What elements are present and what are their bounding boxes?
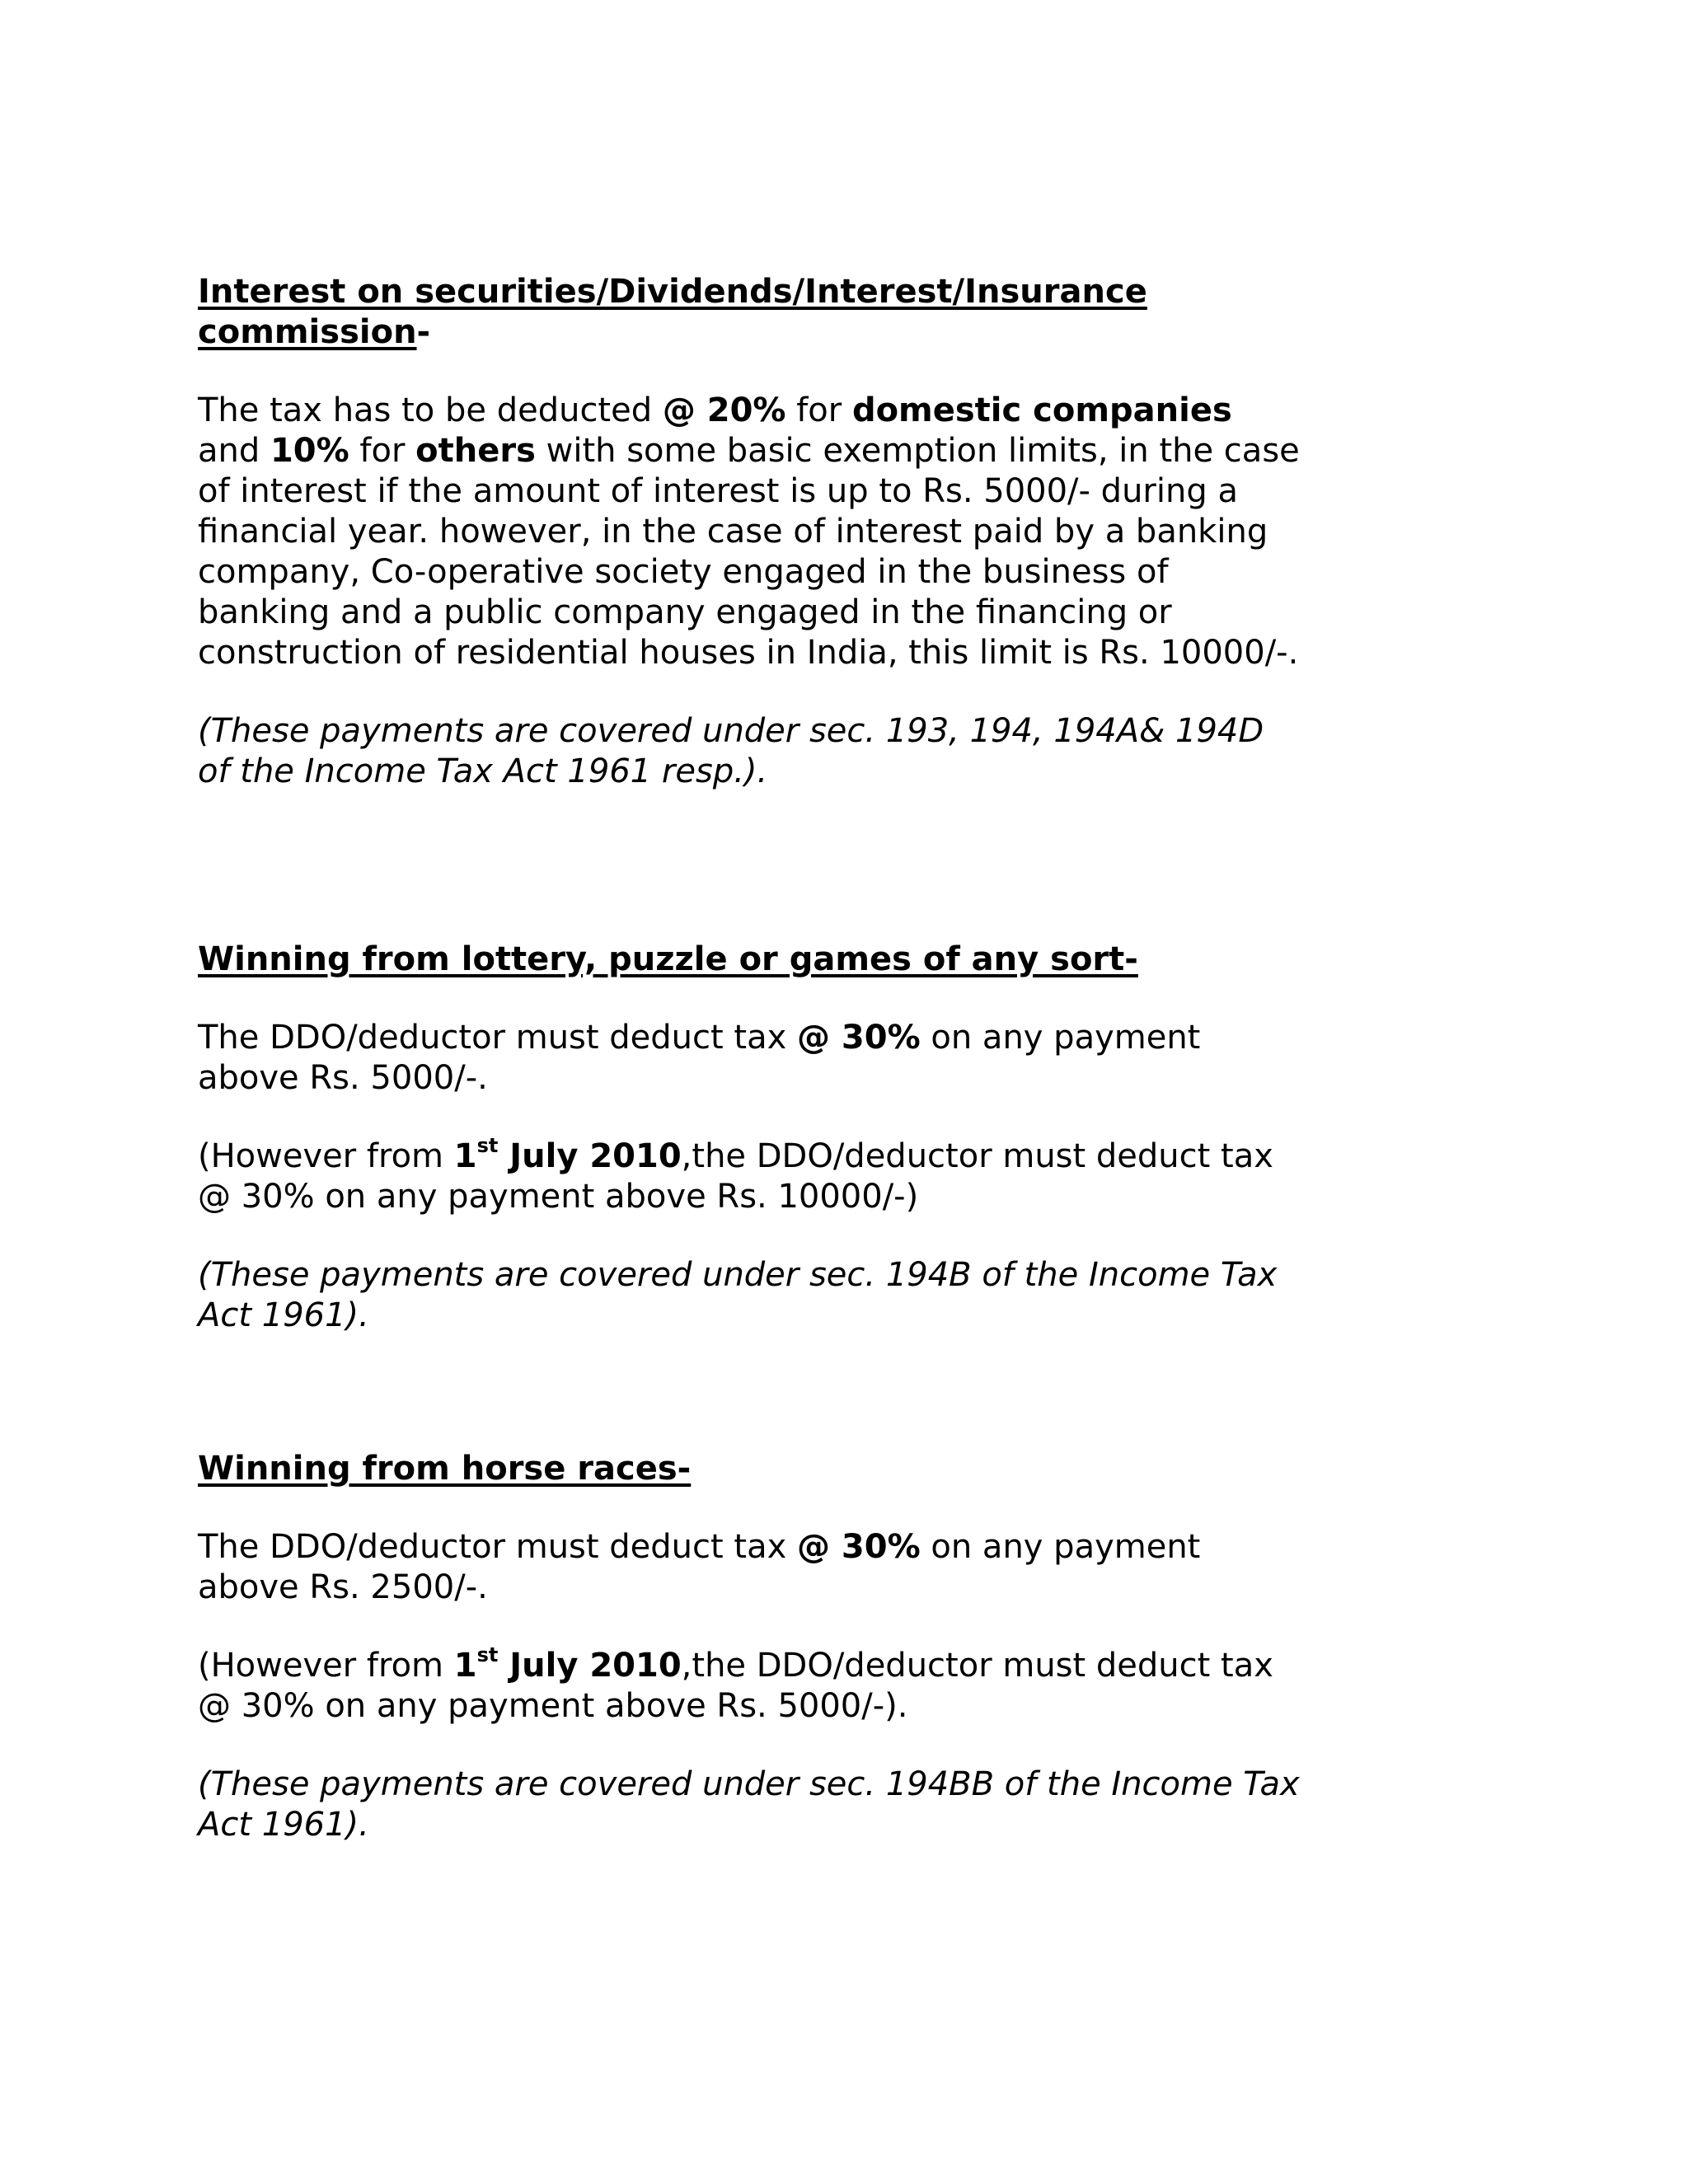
section-heading — [198, 1449, 1228, 1489]
section-interest-on-securities — [198, 272, 1550, 792]
bold-date-day: 1 — [453, 1137, 477, 1175]
ordinal-suffix: st — [476, 1643, 499, 1666]
bold-rate: 10% — [270, 432, 349, 470]
text-run: ,the DDO/deductor must deduct tax @ 30% on any payment above Rs. 10000/-) — [198, 1137, 1273, 1216]
text-run: for — [349, 432, 416, 470]
text-run: for — [785, 391, 852, 429]
section-paragraph — [198, 1643, 1302, 1727]
section-paragraph — [198, 1134, 1302, 1217]
section-paragraph — [198, 1527, 1302, 1608]
bold-date: July 2010 — [498, 1137, 682, 1175]
bold-term: others — [415, 432, 536, 470]
heading-underlined-text: Winning from lottery, puzzle or games of any sort- — [198, 940, 1138, 978]
text-run: with some basic exemption limits, in the case of interest if the amount of interest is up to Rs. 5000/- during a financial year. however, in the case of interest paid by a banking company, Co-operative society engaged in the business of banking and a public company engaged in the financing or construction of residential houses in India, this limit is Rs. 10000/-. — [198, 432, 1300, 672]
section-paragraph — [198, 391, 1302, 673]
bold-rate: @ 30% — [797, 1528, 921, 1566]
heading-suffix: - — [416, 313, 431, 351]
text-run: The tax has to be deducted — [198, 391, 663, 429]
bold-rate: @ 20% — [662, 391, 786, 429]
ordinal-suffix: st — [476, 1134, 499, 1157]
text-run: ,the DDO/deductor must deduct tax @ 30% on any payment above Rs. 5000/-). — [198, 1647, 1273, 1725]
text-run: on any payment above Rs. 5000/-. — [198, 1019, 1201, 1097]
text-run: and — [198, 432, 270, 470]
text-run: on any payment above Rs. 2500/-. — [198, 1528, 1201, 1606]
section-heading — [198, 272, 1228, 353]
section-paragraph — [198, 1018, 1302, 1099]
section-heading — [198, 940, 1228, 980]
heading-underlined-text: Winning from horse races- — [198, 1450, 692, 1488]
section-note: (These payments are covered under sec. 194BB of the Income Tax Act 1961). — [198, 1765, 1300, 1844]
bold-rate: @ 30% — [797, 1019, 921, 1057]
section-note: (These payments are covered under sec. 193, 194, 194A& 194D of the Income Tax Act 1961 resp.). — [198, 712, 1264, 790]
bold-date-day: 1 — [453, 1647, 477, 1685]
bold-term: domestic companies — [851, 391, 1232, 429]
heading-underlined-text: Interest on securities/Dividends/Interest/Insurance commission — [198, 273, 1147, 351]
text-run: (However from — [198, 1137, 454, 1175]
text-run: The DDO/deductor must deduct tax — [198, 1019, 797, 1057]
section-lottery-winnings — [198, 940, 1550, 1336]
bold-date: July 2010 — [498, 1647, 682, 1685]
text-run: The DDO/deductor must deduct tax — [198, 1528, 797, 1566]
section-note: (These payments are covered under sec. 194B of the Income Tax Act 1961). — [198, 1256, 1278, 1334]
section-horse-races — [198, 1449, 1550, 1845]
text-run: (However from — [198, 1647, 454, 1685]
